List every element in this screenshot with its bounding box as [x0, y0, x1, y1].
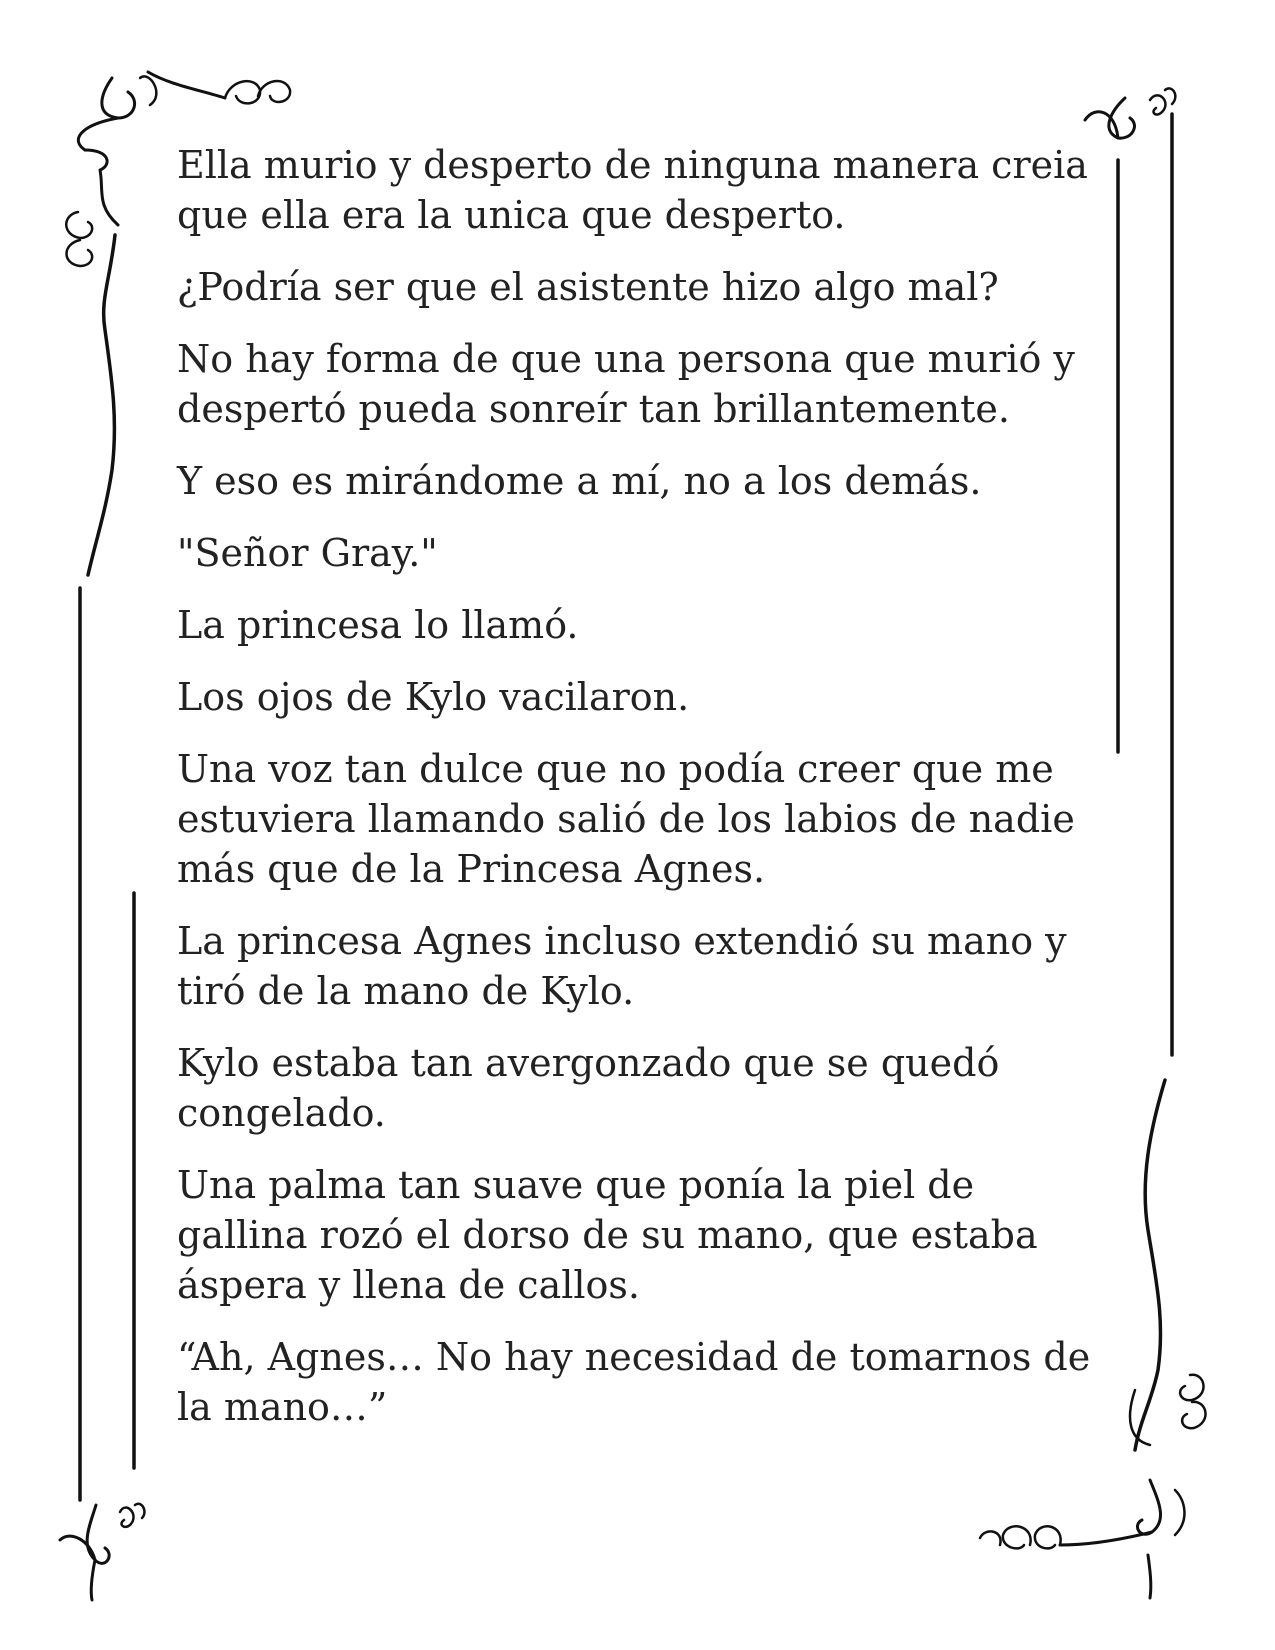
flourish-bottom-left: [60, 1504, 144, 1600]
paragraph: Una voz tan dulce que no podía creer que me estuviera llamando salió de los labios de nadie más que de la Princesa Agnes.: [177, 747, 1075, 891]
paragraph: Una palma tan suave que ponía la piel de gallina rozó el dorso de su mano, que estaba áspera y llena de callos.: [177, 1163, 1038, 1307]
story-text: [177, 140, 1097, 1454]
paragraph: La princesa lo llamó.: [177, 603, 579, 647]
paragraph: Ella murio y desperto de ninguna manera creia que ella era la unica que desperto.: [177, 143, 1088, 237]
paragraph: Y eso es mirándome a mí, no a los demás.: [177, 459, 982, 503]
flourish-top-right: [1085, 88, 1175, 138]
paragraph: Los ojos de Kylo vacilaron.: [177, 675, 690, 719]
paragraph: "Señor Gray.": [177, 531, 438, 575]
paragraph: ¿Podría ser que el asistente hizo algo mal?: [177, 265, 999, 309]
paragraph: No hay forma de que una persona que murió y despertó pueda sonreír tan brillantemente.: [177, 337, 1075, 431]
paragraph: “Ah, Agnes… No hay necesidad de tomarnos de la mano…”: [177, 1335, 1091, 1429]
paragraph: La princesa Agnes incluso extendió su mano y tiró de la mano de Kylo.: [177, 919, 1067, 1013]
paragraph: Kylo estaba tan avergonzado que se quedó congelado.: [177, 1041, 1000, 1135]
